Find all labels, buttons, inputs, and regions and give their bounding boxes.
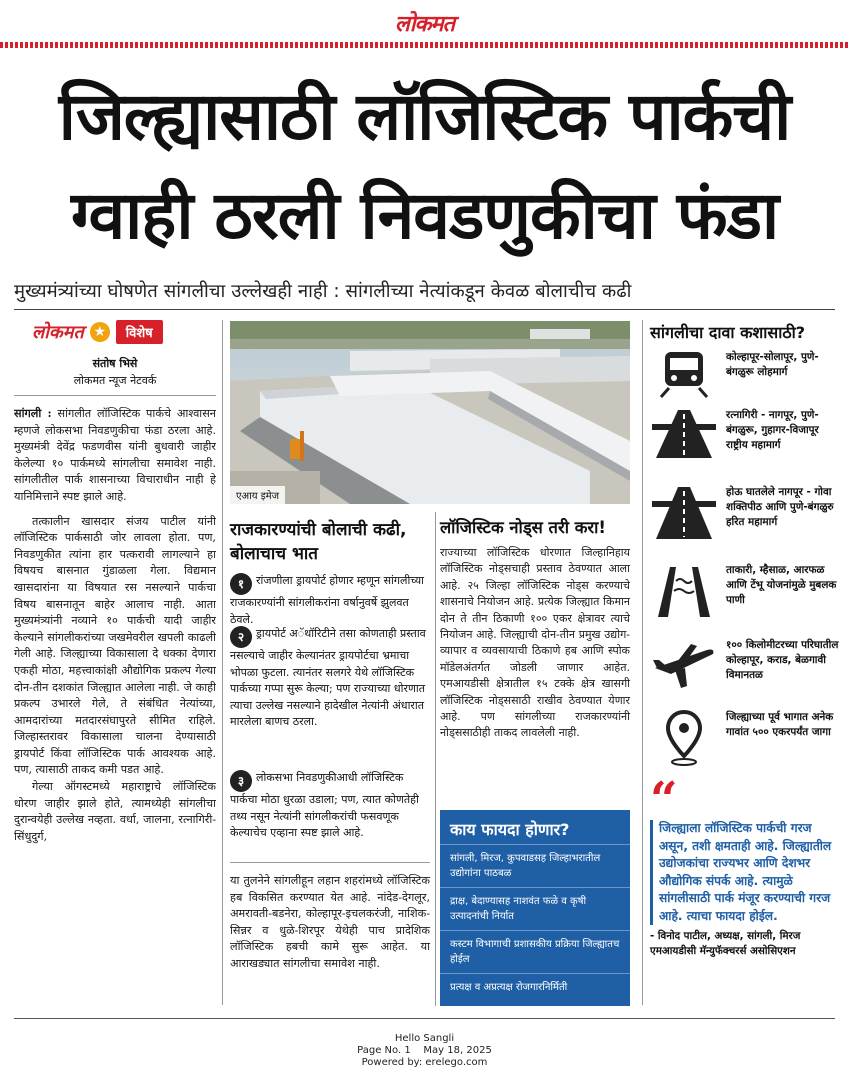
headline-line-2: ग्वाही ठरली निवडणुकीचा फंडा — [70, 177, 779, 254]
divider — [14, 395, 216, 396]
sidebar-item-text: ताकारी, म्हैसाळ, आरफळ आणि टेंभू योजनांमुळे मुबलक पाणी — [726, 564, 837, 606]
dateline: सांगली : — [14, 406, 52, 420]
masthead-rule — [0, 42, 849, 48]
benefit-item: कस्टम विभागाची प्रशासकीय प्रक्रिया जिल्ह्यातच होईल — [440, 930, 630, 973]
footer-powered-by: Powered by: erelego.com — [361, 1057, 488, 1068]
column-rule — [642, 320, 643, 1005]
section-title: राजकारण्यांची बोलाची कढी, बोलाचाच भात — [230, 520, 407, 564]
page-bottom-rule — [14, 1018, 835, 1019]
sidebar-item-text: कोल्हापूर-सोलापूर, पुणे-बंगळुरू लोहमार्ग — [726, 351, 819, 378]
badge-label: विशेष — [116, 320, 163, 344]
sidebar-item-text: होऊ घातलेले नागपूर - गोवा शक्तिपीठ आणि पुणे-बंगळुरु हरित महामार्ग — [726, 486, 834, 528]
column-rule — [222, 320, 223, 1005]
footer-edition: Hello Sangli — [394, 1033, 455, 1044]
quote-text: जिल्ह्याला लॉजिस्टिक पार्कची गरज असून, तशी क्षमताही आहे. जिल्ह्यातील उद्योजकांचा राज्यभर आणि देशभर औद्योगिक संपर्क आहे. त्यामुळे सांगलीसाठी पार्क मंजूर करण्याची गरज आहे. त्याचा फायदा होईल. — [650, 820, 842, 925]
numbered-item — [230, 573, 430, 628]
byline-name: संतोष भिसे — [92, 357, 138, 370]
sidebar-item-text: जिल्ह्याच्या पूर्व भागात अनेक गावांत ५०० एकरपर्यंत जागा — [726, 711, 834, 738]
star-icon: ★ — [90, 322, 110, 342]
article-paragraph: गेल्या ऑगस्टमध्ये महाराष्ट्राचे लॉजिस्टिक धोरण जाहीर झाले होते, त्यामध्येही सांगलीचा दुरान्वयेही उल्लेख नव्हता. वर्धा, जालना, रत्नागिरी-सिंधुदुर्ग, — [14, 780, 216, 843]
number-badge: ३ — [230, 770, 252, 792]
article-left-column — [14, 405, 216, 1000]
benefits-box — [440, 810, 630, 1006]
footer-page-date: Page No. 1 May 18, 2025 — [357, 1045, 492, 1056]
number-badge: २ — [230, 626, 252, 648]
divider — [14, 309, 835, 310]
masthead-logo: लोकमत — [394, 12, 455, 37]
byline-org: लोकमत न्यूज नेटवर्क — [73, 374, 157, 387]
sidebar-item — [650, 638, 840, 690]
expressway-icon — [650, 485, 718, 541]
sidebar-item-text: रत्नागिरी - नागपूर, पुणे-बंगळुरू, गुहागर-विजापूर राष्ट्रीय महामार्ग — [726, 409, 819, 451]
numbered-item-text: ड्रायपोर्ट अॅथॉरिटीने तसा कोणताही प्रस्ताव नसल्याचे जाहीर केल्यानंतर ड्रायपोर्टचा भ्रमाचा भोपळा फुटला. त्यानंतर सलगरे येथे लॉजिस्टिक पार्कच्या गप्पा सुरू केल्या; पण राज्याच्या धोरणात त्याचा उल्लेख नसल्याने हादेखील नेत्यांनी अंधारात मारलेला बाणच ठरला. — [230, 627, 426, 728]
sidebar-title: सांगलीचा दावा कशासाठी? — [650, 323, 806, 342]
highway-icon — [650, 408, 718, 460]
sidebar-item-text: १०० किलोमीटरच्या परिघातील कोल्हापूर, कराड, बेळगावी विमानतळ — [726, 639, 839, 681]
headline-line-1: जिल्ह्यासाठी लॉजिस्टिक पार्कची — [58, 78, 791, 155]
numbered-item — [230, 770, 430, 842]
article-paragraph: सांगलीत लॉजिस्टिक पार्कचे आश्वासन म्हणजे लोकसभा निवडणुकीचा फंडा ठरला आहे. मुख्यमंत्री देवेंद्र फडणवीस यांनी बुधवारी जाहीर केलेल्या १० पार्कमध्ये सांगलीचा समावेश नाही. सांगलीतील पार्क शासनाच्या विचाराधीन नाही हे यानिमित्ताने स्पष्ट झाले आहे. — [14, 407, 216, 503]
column-rule — [435, 512, 436, 1006]
number-badge: १ — [230, 573, 252, 595]
sidebar-item — [650, 563, 840, 617]
numbered-item-text: लोकसभा निवडणुकीआधी लॉजिस्टिक पार्कचा मोठा धुरळा उडाला; पण, त्यात कोणतेही तथ्य नसून नेत्यांनी सांगलीकरांची फसवणूक केल्याचेच एव्हाना स्पष्ट झाले आहे. — [230, 771, 419, 839]
logistics-park-image — [230, 321, 630, 504]
canal-icon — [650, 563, 718, 617]
divider — [230, 862, 430, 863]
pull-quote — [650, 772, 842, 959]
subheadline: मुख्यमंत्र्यांच्या घोषणेत सांगलीचा उल्लेखही नाही : सांगलीच्या नेत्यांकडून केवळ बोलाचीच कढी — [14, 281, 632, 302]
numbered-item — [230, 626, 430, 731]
special-badge — [32, 320, 163, 344]
benefit-item: प्रत्यक्ष व अप्रत्यक्ष रोजगारनिर्मिती — [440, 973, 630, 1001]
sidebar-item — [650, 350, 840, 398]
quote-attribution: - विनोद पाटील, अध्यक्ष, सांगली, मिरज एमआयडीसी मॅन्युफॅक्चरर्स असोसिएशन — [650, 930, 801, 957]
warehouse-illustration — [230, 321, 630, 504]
numbered-item-text: रांजणीला ड्रायपोर्ट होणार म्हणून सांगलीच्या राजकारण्यांनी सांगलीकरांना वर्षानुवर्षे झुलवत ठेवले. — [230, 574, 424, 626]
quote-mark: “ — [650, 772, 678, 828]
sidebar-item — [650, 710, 840, 766]
location-pin-icon — [650, 710, 718, 766]
sidebar-item — [650, 485, 840, 541]
article-paragraph: तत्कालीन खासदार संजय पाटील यांनी लॉजिस्टिक पार्कसाठी जोर लावला होता. पण, निवडणुकीत त्यांना हार पत्करावी लागल्याने हा विषयच बासनात गुंडाळला गेला. विद्यमान खासदारांना या विषयात रस नसल्याने पार्कचा विषय बासनातून बाहेर आलाच नाही. आता मुख्यमंत्र्यांनी नव्याने १० पार्कची यादी जाहीर केल्याने सांगलीकरांच्या जखमेवरील खपली काढली गेली आहे. जिल्ह्याच्या विकासाला दे धक्का देणारा एकही मोठा, महत्त्वाकांक्षी औद्योगिक प्रकल्प गेल्या दोन-तीन दशकांत जिल्ह्यात आलेला नाही. जे काही प्रकल्प उभारले गेले, ते संबंधित नेत्यांच्या, आमदारांच्या मतदारसंघापुरते सीमित राहिले. जिल्हास्तरावर विकासाला चालना देण्यासाठी ड्रायपोर्ट किंवा लॉजिस्टिक पार्क आवश्यक आहे. पण, त्यासाठी ताकद कमी पडत आहे. — [14, 514, 216, 777]
benefit-item: सांगली, मिरज, कुपवाडसह जिल्हाभरातील उद्योगांना पाठबळ — [440, 844, 630, 887]
section-title: लॉजिस्टिक नोड्स तरी करा! — [440, 518, 606, 537]
nodes-text: राज्याच्या लॉजिस्टिक धोरणात जिल्हानिहाय लॉजिस्टिक नोड्सचाही प्रस्ताव ठेवण्यात आला आहे. २५ जिल्हा लॉजिस्टिक नोड्स करण्याचे शासनाचे नियोजन आहे. प्रत्येक जिल्ह्यात किमान दोन ते तीन ठिकाणी १०० एकर क्षेत्रावर त्याचे नियोजन आहे. जिल्ह्याची दोन-तीन प्रमुख उद्योग-व्यापार व व्यवसायाची ठिकाणे हब आणि स्पोक मॉडेलअंतर्गत जोडली जाणार आहेत. एमआयडीसी क्षेत्रातील १५ टक्के क्षेत्र खासगी लॉजिस्टिक नोड्ससाठी राखीव ठेवण्यात येणार आहे. पण सांगलीच्या राजकारण्यांनी नोड्ससाठीही ताकद लावलेली नाही. — [440, 546, 630, 740]
benefit-item: द्राक्ष, बेदाण्यासह नाशवंत फळे व कृषी उत्पादनांची निर्यात — [440, 887, 630, 930]
benefits-title: काय फायदा होणार? — [450, 820, 570, 839]
train-icon — [650, 350, 718, 398]
sidebar-item — [650, 408, 840, 460]
page-footer — [0, 1033, 849, 1069]
airplane-icon — [650, 638, 718, 690]
badge-brand: लोकमत — [32, 322, 84, 343]
photo-caption: एआय इमेज — [230, 486, 285, 504]
article-continuation: या तुलनेने सांगलीहून लहान शहरांमध्ये लॉजिस्टिक हब विकसित करण्यात येत आहे. नांदेड-देगलूर, अमरावती-बडनेरा, कोल्हापूर-इचलकरंजी, नाशिक-सिन्नर व धुळे-शिरपूर येथेही पाच प्रादेशिक लॉजिस्टिक हबची कामे सुरू आहेत. या आराखड्यात सांगलीचा समावेश नाही. — [230, 874, 430, 970]
